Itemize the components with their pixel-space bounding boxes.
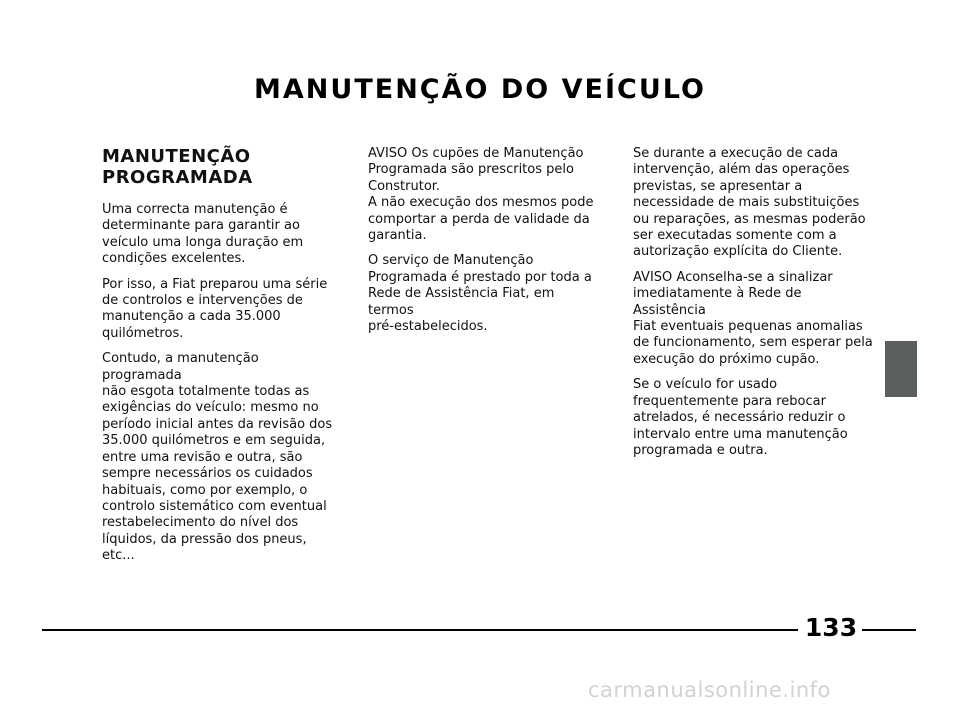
paragraph: Se o veículo for usado frequentemente para rebocar atrelados, é necessário reduzir o intervalo entre uma manutenção programada e outra.: [633, 377, 848, 458]
paragraph: O serviço de Manutenção Programada é prestado por toda a Rede de Assistência Fiat, em termos pré-estabelecidos.: [368, 253, 592, 335]
column-1: [102, 146, 342, 574]
paragraph: Se durante a execução de cada intervenção, além das operações previstas, se apresentar a necessidade de mais substituições ou reparações, as mesmas poderão ser executadas somente com a autorização explícita do Cliente.: [633, 146, 866, 260]
warning-paragraph: AVISO Aconselha-se a sinalizar imediatamente à Rede de Assistência Fiat eventuais pequenas anomalias de funcionamento, sem esperar pela execução do próximo cupão.: [633, 269, 873, 367]
section-heading: MANUTENÇÃO PROGRAMADA: [102, 146, 253, 188]
paragraph: Uma correcta manutenção é determinante para garantir ao veículo uma longa duração em condições excelentes.: [102, 202, 304, 267]
column-2: [368, 146, 600, 344]
page-number: 133: [804, 613, 858, 642]
warning-paragraph: AVISO Os cupões de Manutenção Programada são prescritos pelo Construtor. A não execução dos mesmos pode comportar a perda de validade da garantia.: [368, 146, 594, 244]
column-3: [633, 146, 873, 468]
footer-rule-left: [42, 629, 798, 631]
footer-rule-right: [862, 629, 916, 631]
watermark: carmanualsonline.info: [588, 678, 831, 702]
paragraph: Por isso, a Fiat preparou uma série de controlos e intervenções de manutenção a cada 35.000 quilómetros.: [102, 276, 328, 341]
paragraph: Contudo, a manutenção programada não esgota totalmente todas as exigências do veículo: mesmo no período inicial antes da revisão dos 35.000 quilómetros e em seguida, entre uma revisão e outra, são sempre necessários os cuidados habituais, como por exemplo, o controlo sistemático com eventual restabelecimento do nível dos líquidos, da pressão dos pneus, etc...: [102, 351, 333, 564]
page-title: MANUTENÇÃO DO VEÍCULO: [254, 74, 706, 105]
chapter-tab-marker: [885, 341, 917, 397]
